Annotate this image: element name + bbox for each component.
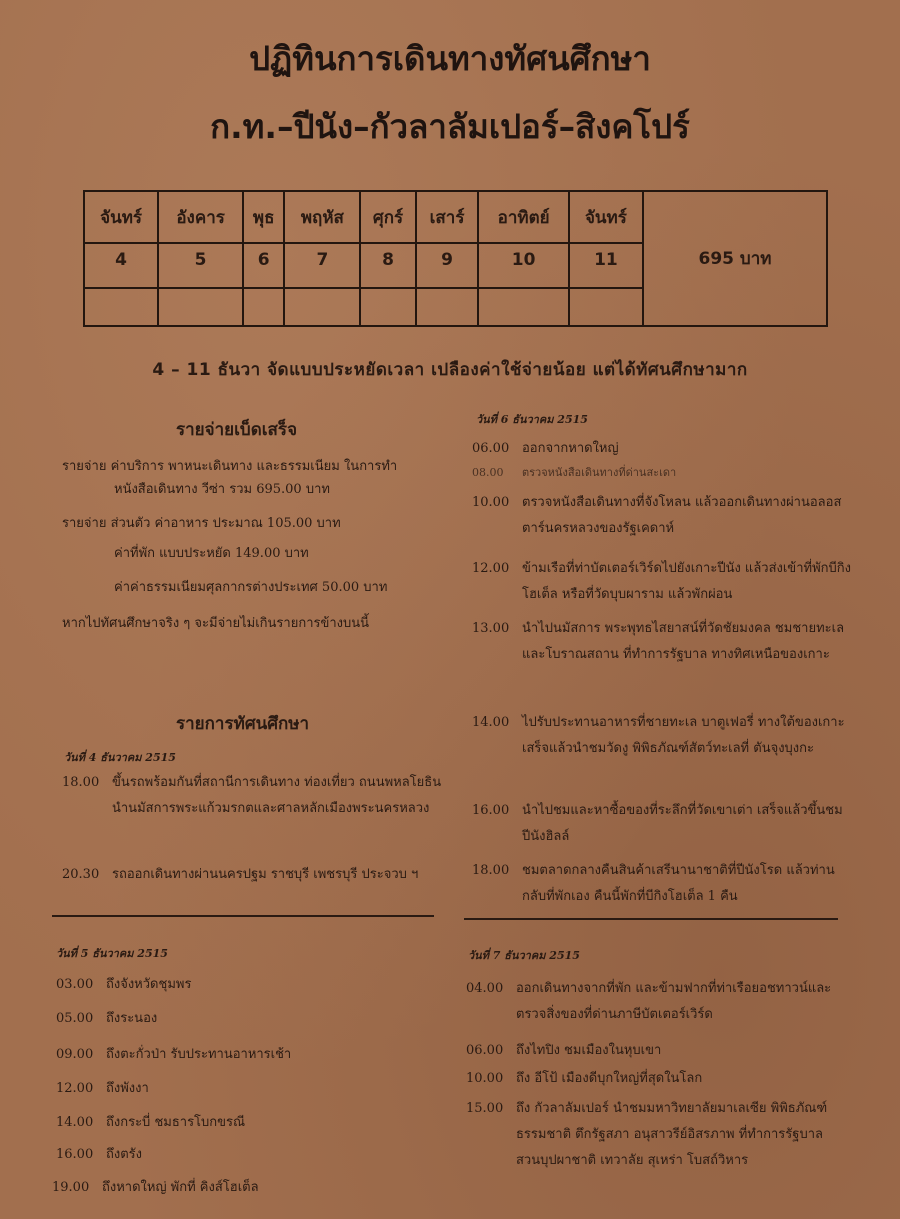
entry-text: ถึงตรัง: [106, 1147, 142, 1162]
day-name: จันทร์: [569, 191, 643, 243]
entry-time: 08.00: [472, 466, 504, 479]
entry-time: 05.00: [56, 1011, 94, 1026]
day-date: 11: [569, 243, 643, 288]
days-table: [83, 190, 828, 327]
day-date: 10: [478, 243, 568, 288]
entry-time: 04.00: [466, 981, 504, 996]
day-date: 7: [284, 243, 360, 288]
subtitle: 4 – 11 ธันวา จัดแบบประหยัดเวลา เปลืองค่าใช้จ่ายน้อย แต่ได้ทัศนศึกษามาก: [152, 360, 748, 380]
entry-text: ไปรับประทานอาหารที่ชายทะเล บาตูเฟอรี่ ทางใต้ของเกาะ เสร็จแล้วนำชมวัดงู พิพิธภัณฑ์สัตว์ทะเลที่ ตันจุงบุงกะ: [522, 715, 845, 756]
expense-line: ค่าที่พัก แบบประหยัด 149.00 บาท: [114, 546, 309, 561]
empty-cell: [84, 288, 158, 326]
empty-cell: [158, 288, 243, 326]
entry-time: 14.00: [472, 715, 510, 730]
day-name: อาทิตย์: [478, 191, 568, 243]
entry-time: 16.00: [472, 803, 510, 818]
price: 695 บาท: [643, 191, 827, 326]
entry-time: 12.00: [56, 1081, 94, 1096]
day-date: 6: [243, 243, 284, 288]
entry-text: ถึงตะกั่วป่า รับประทานอาหารเช้า: [106, 1047, 292, 1062]
program-heading: รายการทัศนศึกษา: [176, 714, 310, 734]
entry-text: ออกจากหาดใหญ่: [522, 441, 619, 456]
empty-cell: [478, 288, 568, 326]
entry-text: ตรวจหนังสือเดินทางที่ด่านสะเดา: [522, 466, 677, 479]
expense-line: รายจ่าย ค่าบริการ พาหนะเดินทาง และธรรมเนียม ในการทำ: [62, 459, 398, 474]
entry-time: 15.00: [466, 1101, 504, 1116]
day-name: พฤหัส: [284, 191, 360, 243]
day-date: 5: [158, 243, 243, 288]
entry-text: ถึง กัวลาลัมเปอร์ นำชมมหาวิทยาลัยมาเลเซีย พิพิธภัณฑ์ธรรมชาติ ตึกรัฐสภา อนุสาวรีย์อิสรภาพ ที่ทำการรัฐบาล สวนบุปผาชาติ เทวาลัย สุเหร่า โบสถ์วิหาร: [516, 1101, 828, 1168]
entry-time: 10.00: [466, 1071, 504, 1086]
entry-time: 19.00: [52, 1180, 90, 1195]
day6-heading: วันที่ 6 ธันวาคม 2515: [476, 413, 588, 426]
entry-text: ถึงระนอง: [106, 1011, 158, 1026]
entry-text: ชมตลาดกลางคืนสินค้าเสรีนานาชาติที่ปีนังโรด แล้วท่านกลับที่พักเอง คืนนี้พักที่บีกิงโฮเต็ล 1 คืน: [522, 863, 835, 904]
entry-text: ตรวจหนังสือเดินทางที่จังโหลน แล้วออกเดินทางผ่านอลอสตาร์นครหลวงของรัฐเคดาห์: [522, 495, 842, 536]
entry-text: ถึงหาดใหญ่ พักที่ คิงส์โฮเต็ล: [102, 1180, 259, 1195]
entry-text: นำไปนมัสการ พระพุทธไสยาสน์ที่วัดชัยมงคล ชมชายทะเล และโบราณสถาน ที่ทำการรัฐบาล ทางทิศเหนือของเกาะ: [522, 621, 845, 662]
day-date: 9: [416, 243, 479, 288]
day-name: ศุกร์: [360, 191, 415, 243]
expense-line: รายจ่าย ส่วนตัว ค่าอาหาร ประมาณ 105.00 บาท: [62, 516, 341, 531]
day-date: 8: [360, 243, 415, 288]
day-date: 4: [84, 243, 158, 288]
schedule-entry: [62, 770, 442, 850]
empty-cell: [416, 288, 479, 326]
day5-heading: วันที่ 5 ธันวาคม 2515: [56, 947, 168, 960]
day-name: จันทร์: [84, 191, 158, 243]
entry-time: 14.00: [56, 1115, 94, 1130]
entry-text: ถึงกระบี่ ชมธารโบกขรณี: [106, 1115, 246, 1130]
entry-text: ออกเดินทางจากที่พัก และข้ามฟากที่ท่าเรือยอชทาวน์และตรวจสิ่งของที่ด่านภาษีบัตเตอร์เวิร์ด: [516, 981, 832, 1022]
day7-heading: วันที่ 7 ธันวาคม 2515: [468, 949, 580, 962]
expense-line: ค่าค่าธรรมเนียมศุลกากรต่างประเทศ 50.00 บาท: [114, 580, 388, 595]
divider: [52, 915, 434, 917]
day-name: อังคาร: [158, 191, 243, 243]
entry-time: 18.00: [62, 775, 100, 790]
entry-text: ถึงจังหวัดชุมพร: [106, 977, 192, 992]
entry-time: 16.00: [56, 1147, 94, 1162]
expense-line: หนังสือเดินทาง วีซ่า รวม 695.00 บาท: [114, 482, 330, 497]
entry-time: 09.00: [56, 1047, 94, 1062]
entry-text: ถึงพังงา: [106, 1081, 149, 1096]
day-name: เสาร์: [416, 191, 479, 243]
entry-time: 13.00: [472, 621, 510, 636]
entry-time: 06.00: [472, 441, 510, 456]
schedule-entry: [62, 862, 442, 914]
entry-time: 12.00: [472, 561, 510, 576]
expenses-heading: รายจ่ายเบ็ดเสร็จ: [176, 420, 298, 440]
entry-time: 18.00: [472, 863, 510, 878]
expense-note: หากไปทัศนศึกษาจริง ๆ จะมีจ่ายไม่เกินรายการข้างบนนี้: [62, 616, 370, 631]
day4-heading: วันที่ 4 ธันวาคม 2515: [64, 751, 176, 764]
entry-time: 06.00: [466, 1043, 504, 1058]
entry-text: ถึง อีโป้ เมืองดีบุกใหญ่ที่สุดในโลก: [516, 1071, 703, 1086]
empty-cell: [284, 288, 360, 326]
empty-cell: [243, 288, 284, 326]
day-name: พุธ: [243, 191, 284, 243]
entry-time: 03.00: [56, 977, 94, 992]
entry-text: รถออกเดินทางผ่านนครปฐม ราชบุรี เพชรบุรี ประจวบ ฯ: [112, 867, 419, 882]
empty-cell: [360, 288, 415, 326]
entry-text: ขึ้นรถพร้อมกันที่สถานีการเดินทาง ท่องเที่ยว ถนนพหลโยธินนำนมัสการพระแก้วมรกตและศาลหลักเมืองพระนครหลวง: [112, 775, 442, 816]
route-title: ก.ท.–ปีนัง–กัวลาลัมเปอร์–สิงคโปร์: [210, 107, 690, 146]
entry-text: ข้ามเรือที่ท่าบัตเตอร์เวิร์ดไปยังเกาะปีนัง แล้วส่งเข้าที่พักบีกิงโฮเต็ล หรือที่วัดบุบผาราม แล้วพักผ่อน: [522, 561, 851, 602]
empty-cell: [569, 288, 643, 326]
divider: [464, 918, 838, 920]
entry-text: นำไปชมและหาซื้อของที่ระลึกที่วัดเขาเต่า เสร็จแล้วขึ้นชมปีนังฮิลล์: [522, 803, 843, 844]
document-title: ปฏิทินการเดินทางทัศนศึกษา: [249, 39, 651, 78]
entry-time: 10.00: [472, 495, 510, 510]
entry-time: 20.30: [62, 867, 100, 882]
entry-text: ถึงไทปิง ชมเมืองในหุบเขา: [516, 1043, 662, 1058]
